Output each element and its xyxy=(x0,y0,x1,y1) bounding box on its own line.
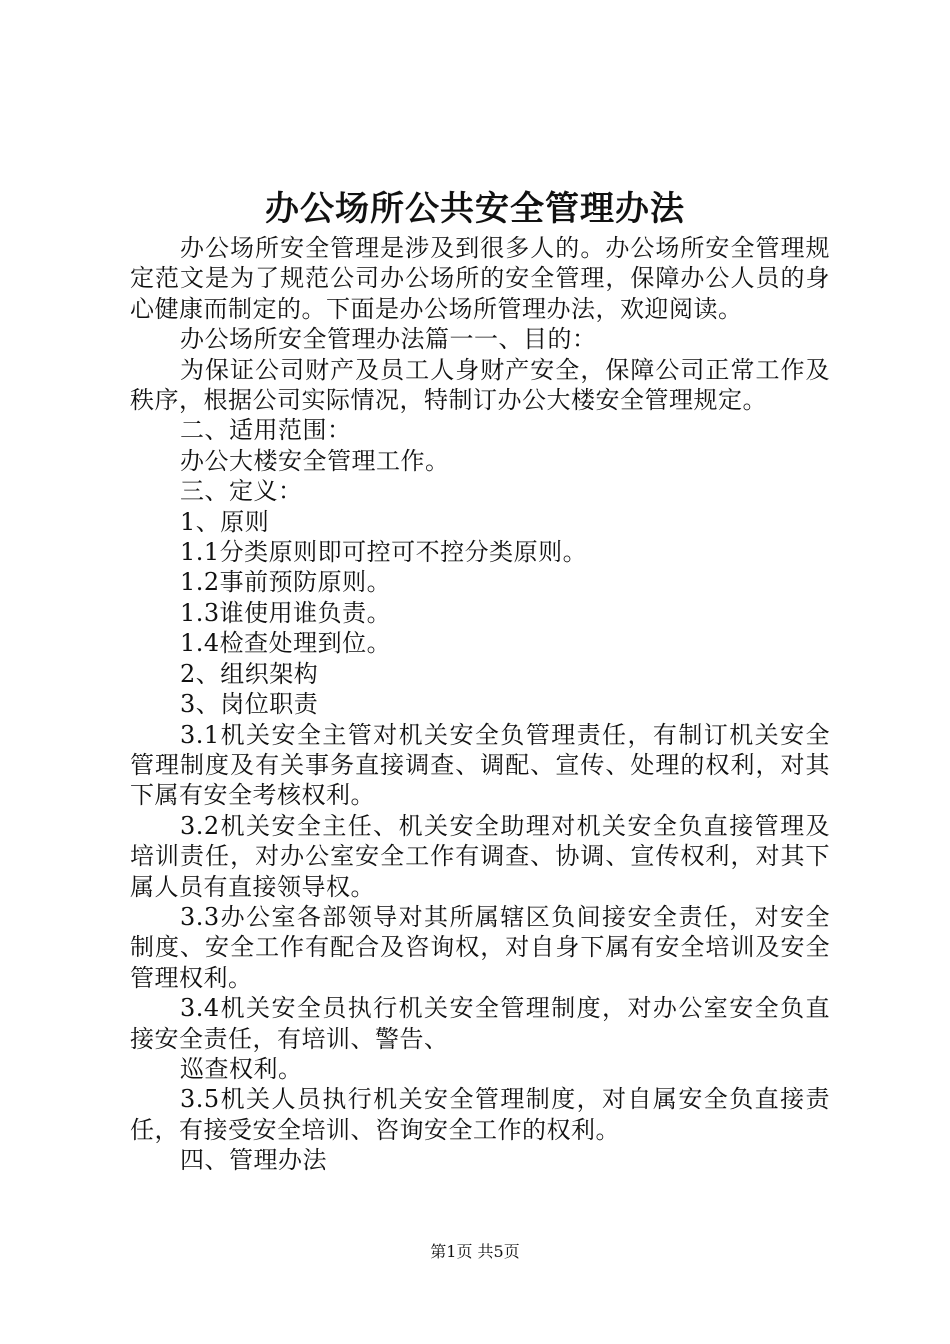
paragraph: 办公大楼安全管理工作。 xyxy=(180,446,450,475)
paragraph: 3.5机关人员执行机关安全管理制度，对自属安全负直接责任，有接受安全培训、咨询安全工作的权利。 xyxy=(130,1085,830,1144)
paragraph: 四、管理办法 xyxy=(180,1146,327,1175)
paragraph: 为保证公司财产及员工人身财产安全，保障公司正常工作及秩序，根据公司实际情况，特制订办公大楼安全管理规定。 xyxy=(130,355,830,415)
paragraph: 三、定义： xyxy=(180,477,303,506)
paragraph: 巡查权利。 xyxy=(180,1054,303,1083)
paragraph: 办公场所安全管理办法篇一一、目的： xyxy=(180,325,597,354)
paragraph: 1.1分类原则即可控可不控分类原则。 xyxy=(180,538,588,567)
paragraph: 1.2事前预防原则。 xyxy=(180,568,392,597)
paragraph: 3.1机关安全主管对机关安全负管理责任，有制订机关安全管理制度及有关事务直接调查、调配、宣传、处理的权利，对其下属有安全考核权利。 xyxy=(130,720,830,810)
paragraph: 3.2机关安全主任、机关安全助理对机关安全负直接管理及培训责任，对办公室安全工作有调查、协调、宣传权利，对其下属人员有直接领导权。 xyxy=(130,811,830,901)
document-title: 办公场所公共安全管理办法 xyxy=(265,189,685,229)
paragraph: 2、组织架构 xyxy=(180,659,319,688)
paragraph: 二、适用范围： xyxy=(180,416,352,445)
paragraph: 1.4检查处理到位。 xyxy=(180,629,392,658)
paragraph: 办公场所安全管理是涉及到很多人的。办公场所安全管理规定范文是为了规范公司办公场所的安全管理，保障办公人员的身心健康而制定的。下面是办公场所管理办法，欢迎阅读。 xyxy=(130,234,830,323)
paragraph: 1、原则 xyxy=(180,507,270,536)
paragraph: 1.3谁使用谁负责。 xyxy=(180,598,392,627)
document-body xyxy=(130,233,830,1176)
paragraph: 3.4机关安全员执行机关安全管理制度，对办公室安全负直接安全责任，有培训、警告、 xyxy=(130,994,830,1053)
paragraph: 3、岗位职责 xyxy=(180,690,319,719)
paragraph: 3.3办公室各部领导对其所属辖区负间接安全责任，对安全制度、安全工作有配合及咨询权，对自身下属有安全培训及安全管理权利。 xyxy=(130,902,830,992)
page-footer: 第1页 共5页 xyxy=(430,1242,520,1261)
